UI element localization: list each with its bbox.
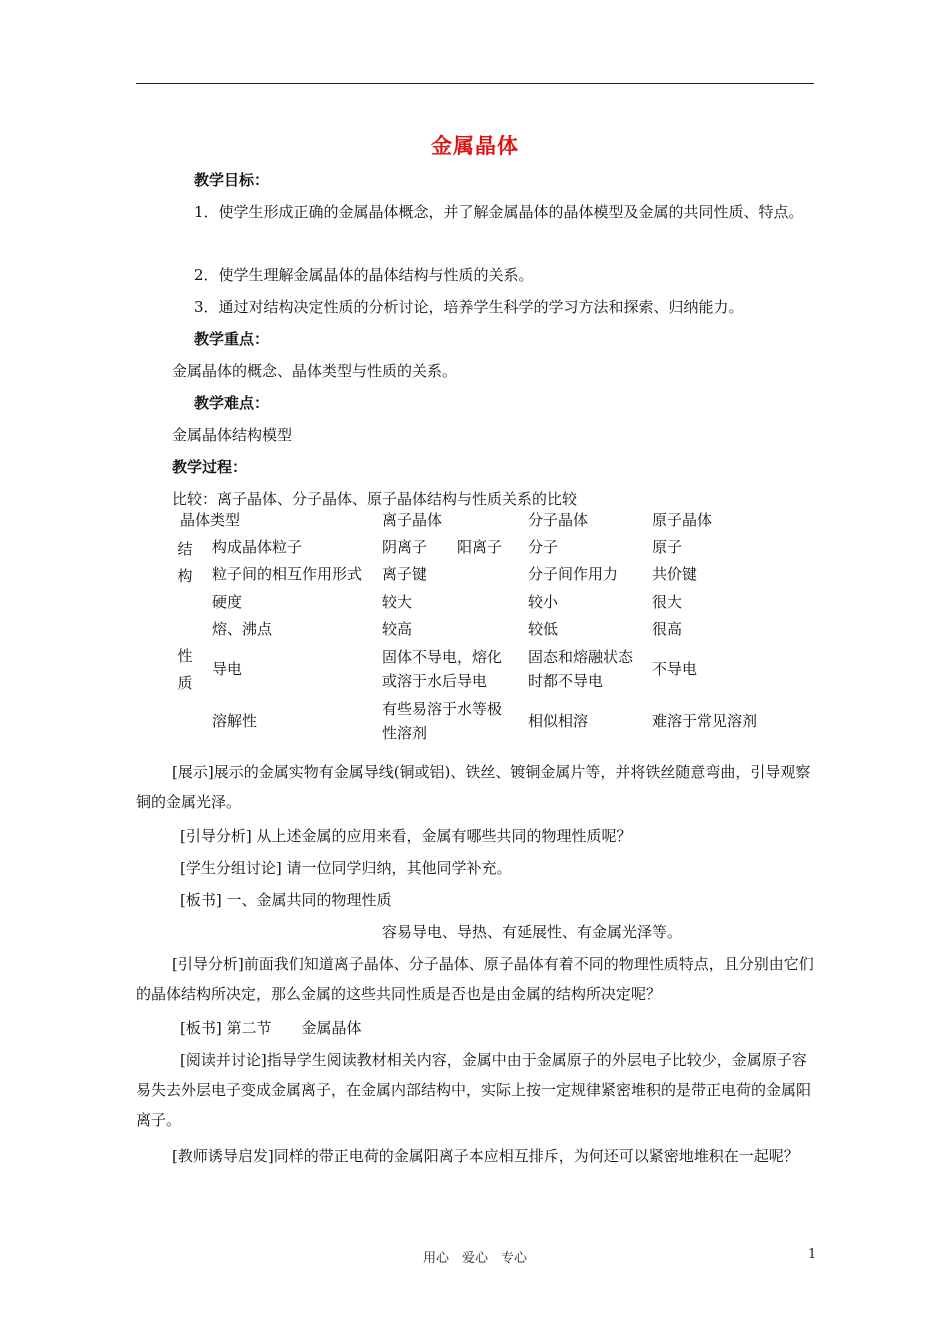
page-title: 金属晶体 — [431, 133, 519, 158]
table-cell-molecular: 分子间作用力 — [528, 565, 619, 583]
table-row-label: 粒子间的相互作用形式 — [212, 565, 363, 583]
table-header-ionic: 离子晶体 — [382, 511, 443, 529]
process-heading: 教学过程： — [172, 458, 248, 476]
table-cell-ionic: 较大 — [382, 593, 413, 611]
para-group-discuss: [学生分组讨论] 请一位同学归纳，其他同学补充。 — [180, 859, 512, 877]
table-cell-molecular: 相似相溶 — [528, 712, 589, 730]
table-cell-molecular-line-1: 固态和熔融状态 — [528, 648, 634, 666]
table-cell-atomic: 原子 — [652, 538, 683, 556]
key-point-text: 金属晶体的概念、晶体类型与性质的关系。 — [172, 362, 458, 380]
table-cell-atomic: 难溶于常见溶剂 — [652, 712, 758, 730]
difficulty-text: 金属晶体结构模型 — [172, 426, 293, 444]
table-cell-ionic: 较高 — [382, 620, 413, 638]
table-row-label: 硬度 — [212, 593, 243, 611]
table-row-label: 熔、沸点 — [212, 620, 273, 638]
para-read-discuss: [阅读并讨论]指导学生阅读教材相关内容，金属中由于金属原子的外层电子比较少，金属原子容易失去外层电子变成金属离子，在金属内部结构中，实际上按一定规律紧密堆积的是带正电荷的金属阳离子。 — [136, 1051, 812, 1129]
key-point-heading: 教学重点： — [194, 330, 270, 348]
table-cell-molecular-line-2: 时都不导电 — [528, 672, 604, 690]
table-cell-molecular: 较低 — [528, 620, 559, 638]
table-cell-ionic-line-2: 或溶于水后导电 — [382, 672, 488, 690]
table-row-label: 溶解性 — [212, 712, 258, 730]
para-board-1: [板书] 一、金属共同的物理性质 — [180, 891, 392, 909]
table-cell-molecular: 较小 — [528, 593, 559, 611]
para-board-1-detail: 容易导电、导热、有延展性、有金属光泽等。 — [382, 923, 683, 941]
table-header-molecular: 分子晶体 — [528, 511, 589, 529]
goal-item-2: 2．使学生理解金属晶体的晶体结构与性质的关系。 — [194, 266, 534, 284]
goal-item-3: 3．通过对结构决定性质的分析讨论，培养学生科学的学习方法和探索、归纳能力。 — [194, 298, 744, 316]
group-structure-char-2: 构 — [177, 567, 193, 585]
table-cell-ionic-line-1: 固体不导电，熔化 — [382, 648, 503, 666]
para-teacher-guide: [教师诱导启发]同样的带正电荷的金属阳离子本应相互排斥，为何还可以紧密地堆积在一起呢？ — [172, 1147, 799, 1165]
table-header-atomic: 原子晶体 — [652, 511, 713, 529]
table-header-type: 晶体类型 — [180, 511, 241, 529]
table-cell-ionic-line-2: 性溶剂 — [382, 724, 428, 742]
table-cell-molecular: 分子 — [528, 538, 559, 556]
group-property-char-1: 性 — [177, 647, 193, 665]
table-cell-ionic: 离子键 — [382, 565, 428, 583]
comparison-caption: 比较：离子晶体、分子晶体、原子晶体结构与性质关系的比较 — [172, 490, 578, 508]
table-cell-atomic: 很大 — [652, 593, 683, 611]
goal-item-1: 1．使学生形成正确的金属晶体概念，并了解金属晶体的晶体模型及金属的共同性质、特点。 — [194, 203, 804, 221]
header-rule — [136, 83, 814, 84]
para-board-2: [板书] 第二节 金属晶体 — [180, 1019, 362, 1037]
group-structure-char-1: 结 — [177, 540, 193, 558]
table-cell-ionic: 阴离子 阳离子 — [382, 538, 503, 556]
page-number: 1 — [808, 1247, 817, 1262]
para-guide-2: [引导分析]前面我们知道离子晶体、分子晶体、原子晶体有着不同的物理性质特点，且分别由它们的晶体结构所决定，那么金属的这些共同性质是否也是由金属的结构所决定呢？ — [136, 955, 814, 1003]
table-cell-atomic: 共价键 — [652, 565, 698, 583]
table-cell-atomic: 不导电 — [652, 660, 698, 678]
table-row-label: 构成晶体粒子 — [212, 538, 303, 556]
table-row-label: 导电 — [212, 660, 243, 678]
para-show: [展示]展示的金属实物有金属导线(铜或铝)、铁丝、镀铜金属片等，并将铁丝随意弯曲，引导观察铜的金属光泽。 — [136, 763, 811, 811]
footer-motto: 用心 爱心 专心 — [422, 1251, 527, 1266]
group-property-char-2: 质 — [177, 674, 193, 692]
table-cell-ionic-line-1: 有些易溶于水等极 — [382, 700, 503, 718]
difficulty-heading: 教学难点： — [194, 394, 270, 412]
table-cell-atomic: 很高 — [652, 620, 683, 638]
goals-heading: 教学目标： — [194, 171, 270, 189]
para-guide-1: [引导分析] 从上述金属的应用来看，金属有哪些共同的物理性质呢？ — [180, 827, 632, 845]
